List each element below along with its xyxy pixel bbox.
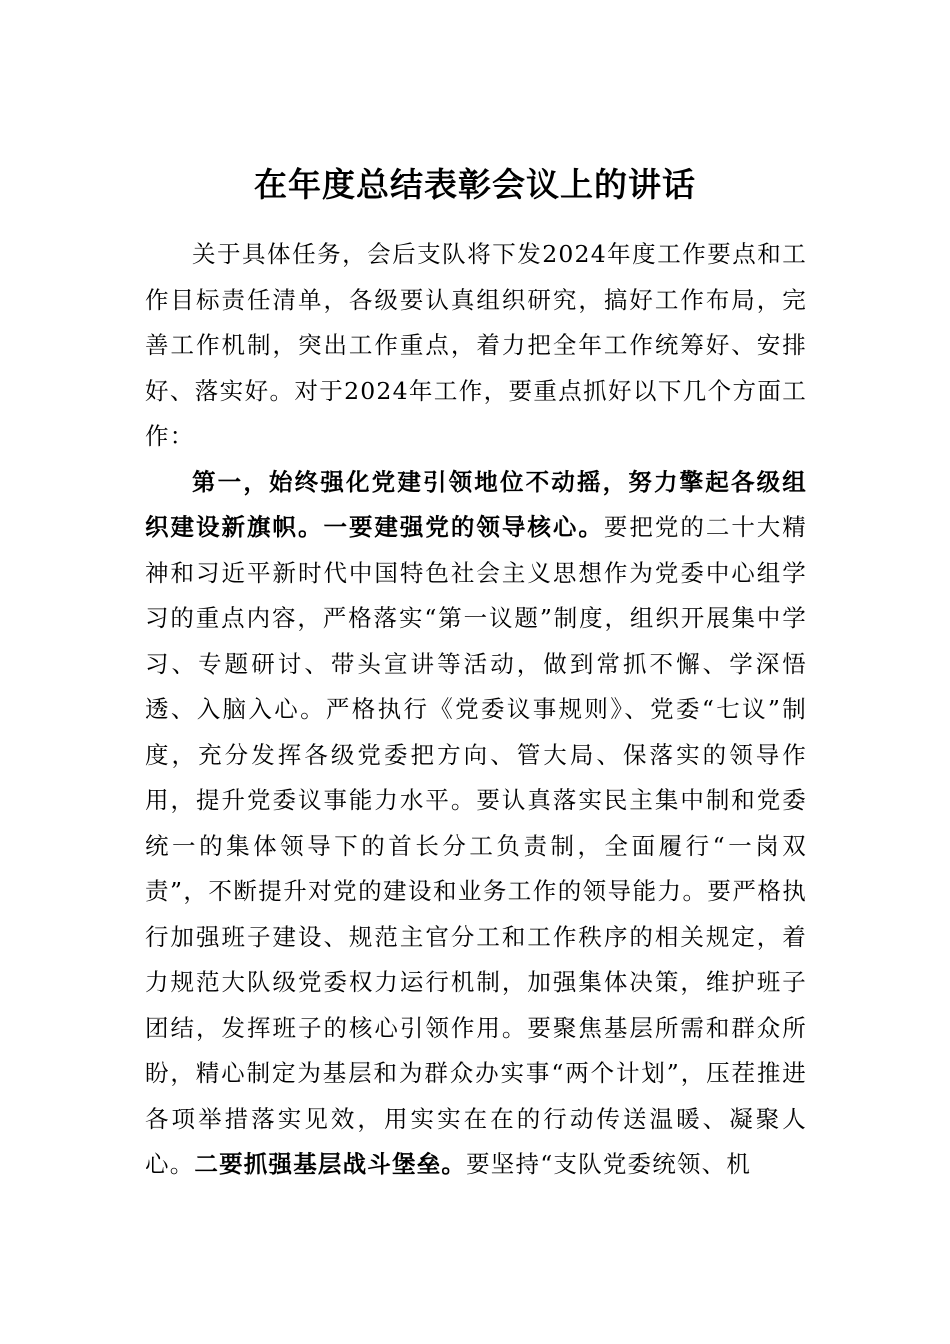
document-body	[145, 232, 807, 1188]
subheading-grassroots: 二要抓强基层战斗堡垒。	[194, 1150, 467, 1178]
paragraph-text-party-core: 要把党的二十大精神和习近平新时代中国特色社会主义思想作为党委中心组学习的重点内容，严格落实“第一议题”制度，组织开展集中学习、专题研讨、带头宣讲等活动，做到常抓不懈、学深悟透、入脑入心。严格执行《党委议事规则》、党委“七议”制度，充分发挥各级党委把方向、管大局、保落实的领导作用，提升党委议事能力水平。要认真落实民主集中制和党委统一的集体领导下的首长分工负责制，全面履行“一岗双责”，不断提升对党的建设和业务工作的领导能力。要严格执行加强班子建设、规范主官分工和工作秩序的相关规定，着力规范大队级党委权力运行机制，加强集体决策，维护班子团结，发挥班子的核心引领作用。要聚焦基层所需和群众所盼，精心制定为基层和为群众办实事“两个计划”，压茬推进各项举措落实见效，用实实在在的行动传送温暖、凝聚人心。	[145, 513, 807, 1178]
paragraph-intro: 关于具体任务，会后支队将下发2024年度工作要点和工作目标责任清单，各级要认真组织研究，搞好工作布局，完善工作机制，突出工作重点，着力把全年工作统筹好、安排好、落实好。对于2024年工作，要重点抓好以下几个方面工作：	[145, 240, 807, 450]
paragraph-text-grassroots: 要坚持“支队党委统领、机	[466, 1150, 752, 1178]
paragraph-first-point	[145, 460, 807, 1188]
subheading-party-core: 一要建强党的领导核心。	[323, 513, 604, 541]
document-title: 在年度总结表彰会议上的讲话	[254, 165, 696, 204]
section-heading-first: 第一，始终强化党建引领地位不动摇，努力擎起各级组织建设新旗帜。	[145, 467, 807, 541]
